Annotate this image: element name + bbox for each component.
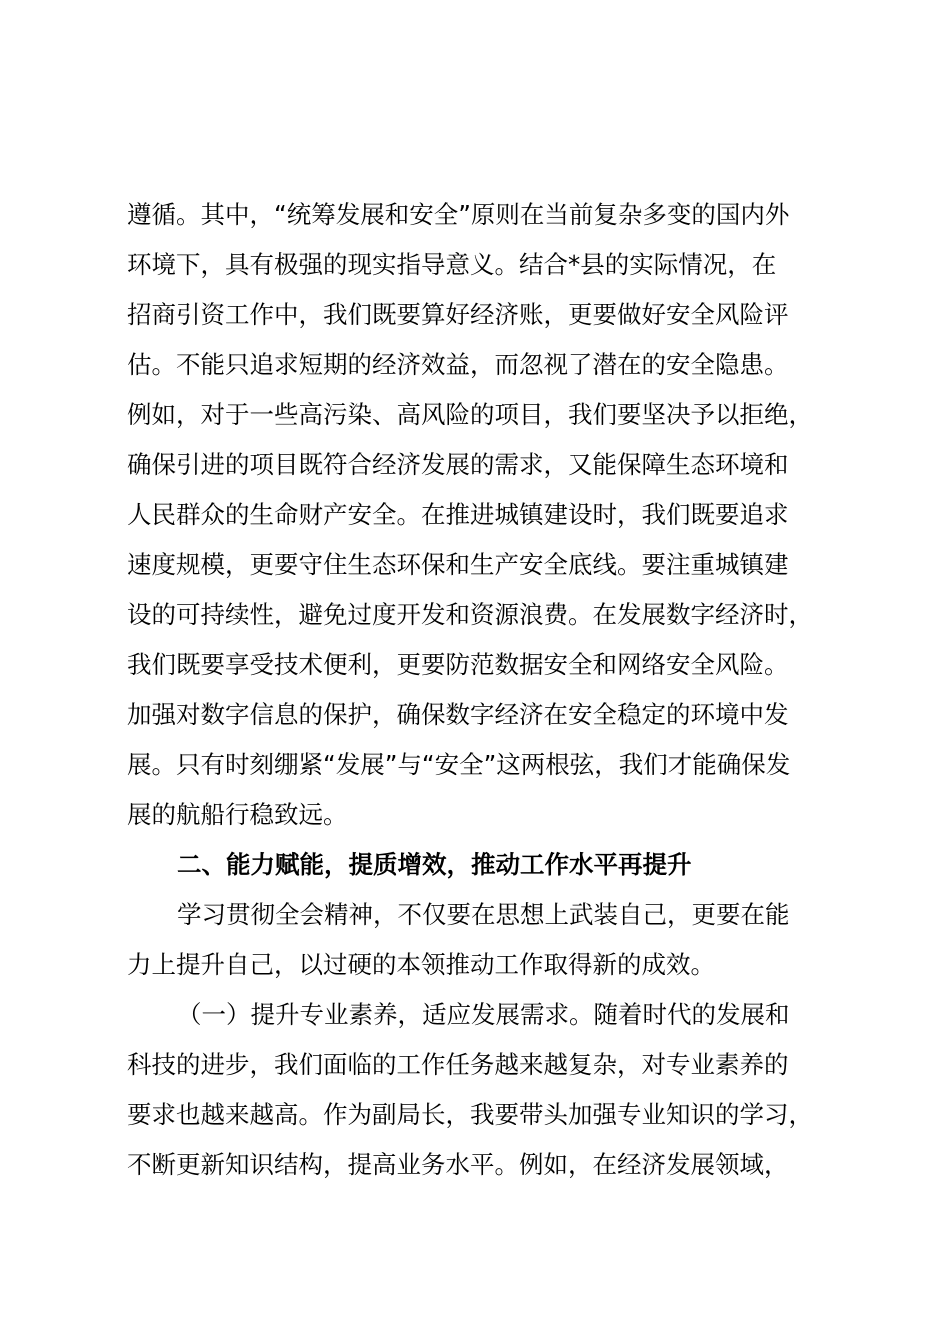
text-line: 学习贯彻全会精神，不仅要在思想上武装自己，更要在能	[177, 900, 790, 929]
paragraph	[127, 890, 857, 990]
text-line: 展的航船行稳致远。	[127, 800, 348, 829]
text-line: 例如，对于一些高污染、高风险的项目，我们要坚决予以拒绝，	[127, 400, 813, 429]
paragraph	[127, 990, 857, 1190]
text-line: 环境下，具有极强的现实指导意义。结合*县的实际情况，在	[127, 250, 777, 279]
text-line: 加强对数字信息的保护，确保数字经济在安全稳定的环境中发	[127, 700, 789, 729]
text-line: 我们既要享受技术便利，更要防范数据安全和网络安全风险。	[127, 650, 789, 679]
text-line: 不断更新知识结构，提高业务水平。例如，在经济发展领域，	[127, 1150, 789, 1179]
text-line: 确保引进的项目既符合经济发展的需求，又能保障生态环境和	[127, 450, 789, 479]
text-line: （一）提升专业素养，适应发展需求。随着时代的发展和	[177, 1000, 790, 1029]
text-line: 速度规模，更要守住生态环保和生产安全底线。要注重城镇建	[127, 550, 789, 579]
text-line: 人民群众的生命财产安全。在推进城镇建设时，我们既要追求	[127, 500, 789, 529]
text-line: 估。不能只追求短期的经济效益，而忽视了潜在的安全隐患。	[127, 350, 789, 379]
text-line: 要求也越来越高。作为副局长，我要带头加强专业知识的学习，	[127, 1100, 813, 1129]
document-body	[127, 190, 857, 1190]
text-line: 招商引资工作中，我们既要算好经济账，更要做好安全风险评	[127, 300, 789, 329]
text-line: 设的可持续性，避免过度开发和资源浪费。在发展数字经济时，	[127, 600, 813, 629]
text-line: 科技的进步，我们面临的工作任务越来越复杂，对专业素养的	[127, 1050, 789, 1079]
paragraph	[127, 190, 857, 840]
section-heading: 二、能力赋能，提质增效，推动工作水平再提升	[177, 850, 692, 879]
text-line: 遵循。其中，“统筹发展和安全”原则在当前复杂多变的国内外	[127, 200, 790, 229]
text-line: 展。只有时刻绷紧“发展”与“安全”这两根弦，我们才能确保发	[127, 750, 791, 779]
text-line: 力上提升自己，以过硬的本领推动工作取得新的成效。	[127, 950, 715, 979]
